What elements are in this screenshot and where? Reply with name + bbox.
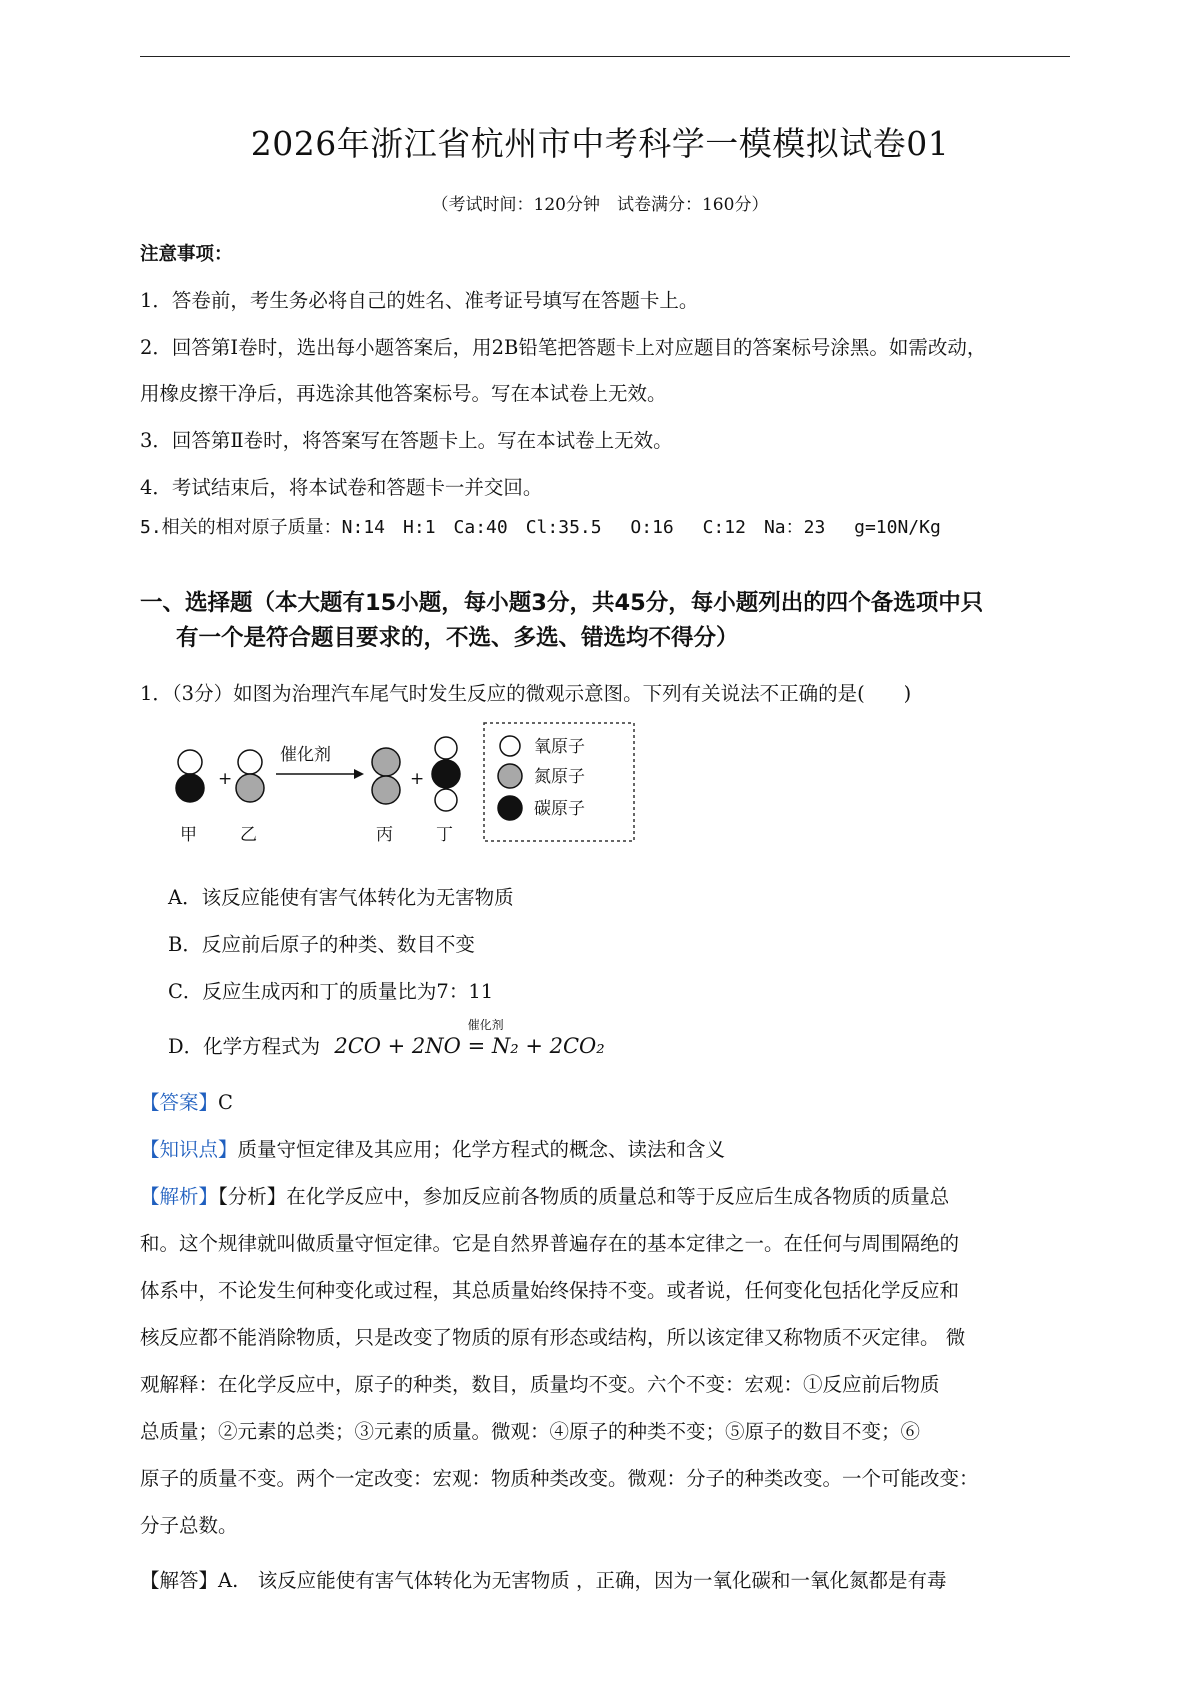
arrow-head-icon [354, 769, 364, 779]
analysis-text: 观解释：在化学反应中，原子的种类，数目，质量均不变。六个不变：宏观：①反应前后物质 [140, 1373, 940, 1396]
legend-carbon-label: 碳原子 [534, 799, 585, 819]
top-rule [140, 56, 1070, 57]
label-jia: 甲 [180, 825, 197, 845]
label-yi: 乙 [240, 825, 257, 845]
oxygen-atom [435, 789, 457, 811]
legend-carbon-icon [498, 796, 522, 820]
solution-line: 【解答】A. 该反应能使有害气体转化为无害物质 ，正确，因为一氧化碳和一氧化氮都是有毒 [140, 1569, 947, 1592]
oxygen-atom [178, 750, 202, 774]
oxygen-atom [238, 750, 262, 774]
analysis-text: 【分析】在化学反应中，参加反应前各物质的质量总和等于反应后生成各物质的质量总 [218, 1185, 950, 1208]
analysis-text: 原子的质量不变。两个一定改变：宏观：物质种类改变。微观：分子的种类改变。一个可能改变： [140, 1467, 979, 1490]
exam-info: （考试时间：120分钟 试卷满分：160分） [431, 195, 769, 215]
option-d-text: D．化学方程式为 [168, 1035, 321, 1058]
analysis-line [140, 1181, 949, 1209]
section-heading-cont: 有一个是符合题目要求的，不选、多选、错选均不得分） [176, 625, 739, 651]
chemical-equation [334, 1018, 605, 1058]
carbon-atom [176, 774, 204, 802]
notice-item: 3．回答第Ⅱ卷时，将答案写在答题卡上。写在本试卷上无效。 [140, 429, 673, 452]
notice-item: 2．回答第Ⅰ卷时，选出每小题答案后，用2B铅笔把答题卡上对应题目的答案标号涂黑。如需改动， [140, 336, 987, 359]
label-bing: 丙 [376, 825, 393, 845]
option-c: C．反应生成丙和丁的质量比为7：11 [168, 980, 494, 1003]
legend-nitrogen-label: 氮原子 [534, 767, 585, 787]
oxygen-atom [435, 737, 457, 759]
notice-item: 4．考试结束后，将本试卷和答题卡一并交回。 [140, 476, 543, 499]
legend-oxygen-label: 氧原子 [534, 737, 585, 757]
catalyst-label: 催化剂 [280, 745, 331, 765]
page-title: 2026年浙江省杭州市中考科学一模模拟试卷01 [250, 124, 950, 163]
equation-rhs: N₂ + 2CO₂ [485, 1034, 605, 1058]
notice-item: 1．答卷前，考生务必将自己的姓名、准考证号填写在答题卡上。 [140, 289, 699, 312]
analysis-text: 体系中，不论发生何种变化或过程，其总质量始终保持不变。或者说，任何变化包括化学反应和 [140, 1279, 960, 1302]
question-stem: 1．（3分）如图为治理汽车尾气时发生反应的微观示意图。下列有关说法不正确的是( ) [140, 682, 912, 705]
option-b: B．反应前后原子的种类、数目不变 [168, 933, 475, 956]
carbon-atom [432, 760, 460, 788]
answer-value: C [218, 1091, 233, 1114]
equation-lhs: 2CO + 2NO [334, 1034, 468, 1058]
equals-sign: = [467, 1034, 486, 1058]
answer-tag: 【答案】 [140, 1091, 219, 1114]
answer-line [140, 1087, 233, 1115]
legend-nitrogen-icon [498, 764, 522, 788]
equation-catalyst: 催化剂 [467, 1018, 504, 1032]
analysis-text: 和。这个规律就叫做质量守恒定律。它是自然界普遍存在的基本定律之一。在任何与周围隔绝的 [140, 1232, 960, 1255]
nitrogen-atom [236, 774, 264, 802]
plus-sign: + [218, 769, 233, 789]
option-d [168, 1018, 605, 1059]
legend-oxygen-icon [500, 736, 520, 756]
section-heading: 一、选择题（本大题有15小题，每小题3分，共45分，每小题列出的四个备选项中只 [140, 590, 984, 616]
analysis-text: 核反应都不能消除物质，只是改变了物质的原有形态或结构，所以该定律又称物质不灭定律。 微 [140, 1326, 966, 1349]
nitrogen-atom [372, 776, 400, 804]
notice-item: 用橡皮擦干净后，再选涂其他答案标号。写在本试卷上无效。 [140, 382, 667, 405]
plus-sign: + [410, 769, 425, 789]
atomic-mass-line: 5.相关的相对原子质量：N:14 H:1 Ca:40 Cl:35.5 O:16 C:12 Na：23 g=10N/Kg [140, 517, 941, 538]
analysis-text: 分子总数。 [140, 1514, 238, 1537]
analysis-text: 总质量；②元素的总类；③元素的质量。微观：④原子的种类不变；⑤原子的数目不变；⑥ [140, 1420, 921, 1443]
knowledge-line [140, 1134, 725, 1162]
knowledge-text: 质量守恒定律及其应用；化学方程式的概念、读法和含义 [237, 1138, 726, 1161]
knowledge-tag: 【知识点】 [140, 1138, 238, 1161]
equation-eq [467, 1018, 504, 1058]
reaction-diagram [168, 722, 638, 850]
notice-heading: 注意事项： [140, 244, 233, 265]
nitrogen-atom [372, 748, 400, 776]
label-ding: 丁 [436, 825, 453, 845]
analysis-tag: 【解析】 [140, 1185, 219, 1208]
option-a: A．该反应能使有害气体转化为无害物质 [168, 886, 514, 909]
